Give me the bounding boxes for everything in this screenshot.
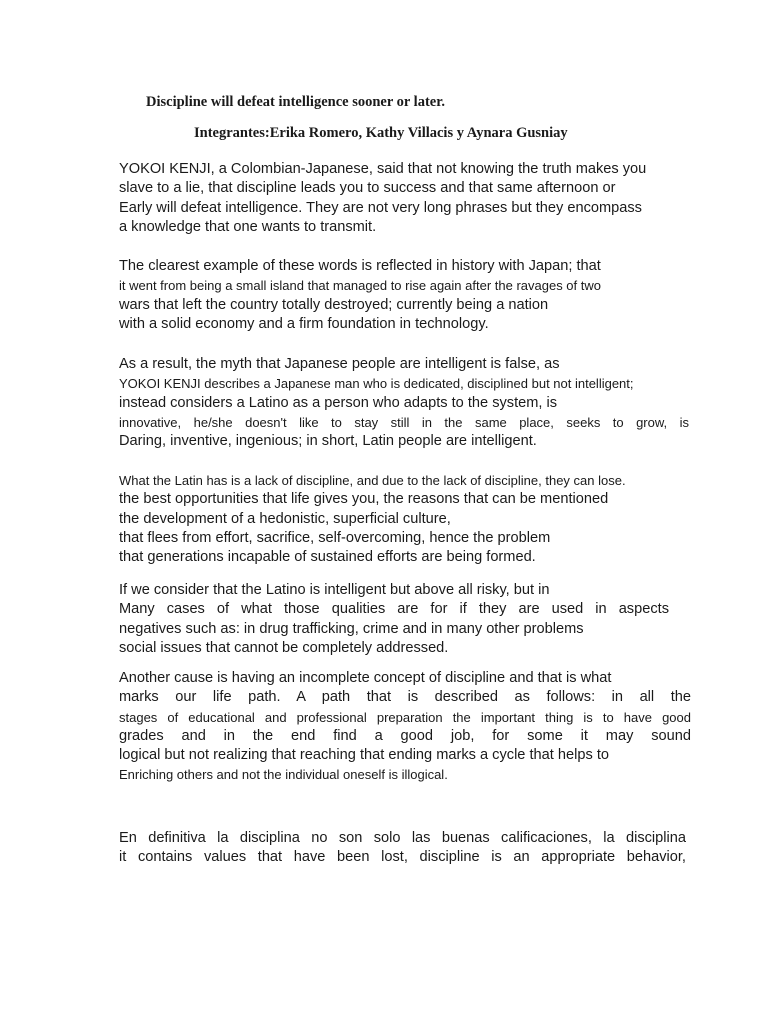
paragraph-line: What the Latin has is a lack of discipline, and due to the lack of discipline, they can lose. — [119, 473, 626, 488]
paragraph-line: As a result, the myth that Japanese people are intelligent is false, as — [119, 356, 560, 372]
paragraph-line: instead considers a Latino as a person who adapts to the system, is — [119, 394, 558, 411]
paragraph-line: negatives such as: in drug trafficking, crime and in many other problems — [119, 620, 584, 637]
paragraph-1 — [119, 160, 689, 237]
paragraph-line: it contains values that have been lost, discipline is an appropriate behavior, — [119, 849, 686, 866]
paragraph-line: the best opportunities that life gives you, the reasons that can be mentioned — [119, 491, 609, 508]
paragraph-line: slave to a lie, that discipline leads you to success and that same afternoon or — [119, 180, 616, 197]
paragraph-line: stages of educational and professional preparation the important thing is to have good — [119, 709, 691, 725]
paragraph-line: If we consider that the Latino is intelligent but above all risky, but in — [119, 582, 550, 598]
paragraph-line: Early will defeat intelligence. They are not very long phrases but they encompass — [119, 199, 642, 216]
paragraph-line: marks our life path. A path that is described as follows: in all the — [119, 689, 691, 706]
paragraph-6 — [119, 669, 691, 785]
paragraph-line: that generations incapable of sustained efforts are being formed. — [119, 549, 536, 566]
paragraph-line: social issues that cannot be completely addressed. — [119, 639, 449, 656]
paragraph-line: with a solid economy and a firm foundation in technology. — [119, 315, 489, 332]
paragraph-3 — [119, 355, 689, 451]
paragraph-line: YOKOI KENJI describes a Japanese man who is dedicated, disciplined but not intelligent; — [119, 376, 634, 392]
paragraph-2 — [119, 257, 689, 334]
paragraph-line: Enriching others and not the individual oneself is illogical. — [119, 767, 448, 783]
paragraph-line: the development of a hedonistic, superficial culture, — [119, 510, 451, 527]
paragraph-line: The clearest example of these words is reflected in history with Japan; that — [119, 258, 601, 274]
paragraph-line: Many cases of what those qualities are for if they are used in aspects — [119, 601, 669, 618]
document-title: Discipline will defeat intelligence sooner or later. — [146, 94, 445, 110]
paragraph-line: it went from being a small island that managed to rise again after the ravages of two — [119, 278, 601, 294]
paragraph-4 — [119, 471, 719, 567]
paragraph-line: Another cause is having an incomplete concept of discipline and that is what — [119, 670, 612, 686]
paragraph-line: grades and in the end find a good job, for some it may sound — [119, 727, 691, 744]
paragraph-line: innovative, he/she doesn't like to stay still in the same place, seeks to grow, is — [119, 414, 689, 430]
paragraph-line: YOKOI KENJI, a Colombian-Japanese, said that not knowing the truth makes you — [119, 161, 647, 177]
paragraph-7 — [119, 829, 686, 868]
paragraph-line: wars that left the country totally destroyed; currently being a nation — [119, 296, 549, 313]
paragraph-line: Daring, inventive, ingenious; in short, Latin people are intelligent. — [119, 433, 537, 450]
document-authors: Integrantes:Erika Romero, Kathy Villacis y Aynara Gusniay — [194, 125, 568, 141]
paragraph-5 — [119, 581, 669, 658]
paragraph-line: En definitiva la disciplina no son solo las buenas calificaciones, la disciplina — [119, 830, 686, 846]
paragraph-line: that flees from effort, sacrifice, self-overcoming, hence the problem — [119, 529, 551, 546]
paragraph-line: logical but not realizing that reaching that ending marks a cycle that helps to — [119, 747, 609, 764]
paragraph-line: a knowledge that one wants to transmit. — [119, 218, 377, 235]
